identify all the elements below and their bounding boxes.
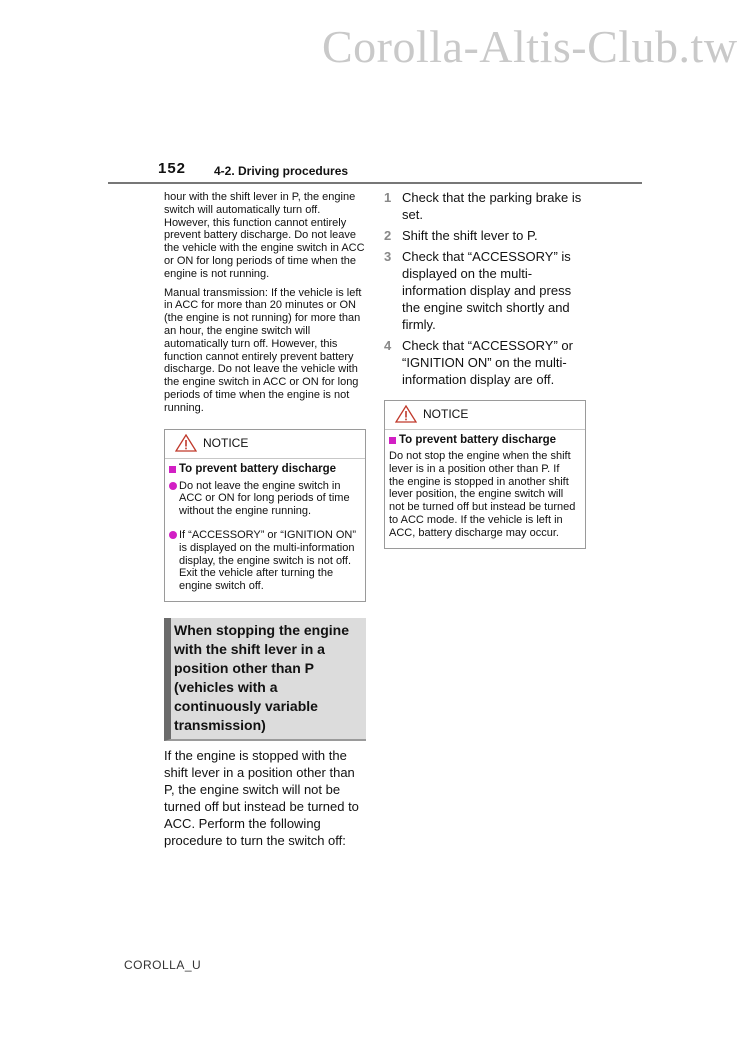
section-heading: When stopping the engine with the shift lever in a position other than P (vehicles with a continuously variable transmission) [164,618,366,741]
square-bullet-icon [169,466,176,473]
notice-box-left [164,429,366,602]
watermark: Corolla-Altis-Club.tw [322,21,738,72]
step-text: Check that “ACCESSORY” or “IGNITION ON” on the multi-information display are off. [402,338,573,387]
section-title: 4-2. Driving procedures [214,164,349,178]
step-item [384,248,586,333]
notice-bullet-text: If “ACCESSORY” or “IGNITION ON” is displayed on the multi-information display, the engine switch is not off. Exit the vehicle after turning the engine switch off. [179,528,357,593]
paragraph-cvt: hour with the shift lever in P, the engine switch will automatically turn off. However, this function cannot entirely prevent battery discharge. Do not leave the vehicle with the engine switch in ACC or ON for long periods of time when the engine is not running. [164,191,365,280]
round-bullet-icon [169,482,177,490]
notice-header [385,401,585,430]
notice-box-right [384,400,586,549]
notice-header [165,430,365,459]
warning-triangle-icon [395,405,417,423]
notice-bullet-text: Do not leave the engine switch in ACC or ON for long periods of time without the engine running. [179,479,350,518]
step-text: Check that “ACCESSORY” is displayed on the multi-information display and press the engine switch shortly and firmly. [402,249,572,332]
notice-subtitle [165,459,365,477]
left-column [164,191,366,849]
notice-text: Do not stop the engine when the shift lever is in a position other than P. If the engine is stopped in another shift lever position, the engine switch will not be turned off but instead be turned to ACC mode. If the vehicle is left in ACC, battery discharge may occur. [389,450,576,539]
notice-label: NOTICE [203,435,249,450]
step-text: Check that the parking brake is set. [402,190,582,222]
notice-label: NOTICE [423,407,469,421]
warning-triangle-icon [175,434,197,452]
notice-bullet [165,477,365,520]
step-item [384,189,586,223]
paragraph-manual: Manual transmission: If the vehicle is left in ACC for more than 20 minutes or ON (the engine is not running) for more than an hour, the engine switch will automatically turn off. However, this function cannot entirely prevent battery discharge. Do not leave the vehicle with the engine switch in ACC or ON for long periods of time when the engine is not running. [164,286,362,414]
step-number: 3 [384,249,392,264]
step-text: Shift the shift lever to P. [402,228,538,243]
footer-model-code: COROLLA_U [124,958,202,972]
notice-subtitle [385,430,585,448]
body-paragraph: If the engine is stopped with the shift lever in a position other than P, the engine switch will not be turned off but instead be turned to ACC. Perform the following procedure to turn the switch off: [164,747,359,848]
notice-subtitle-text: To prevent battery discharge [179,462,336,475]
right-column [384,189,586,549]
step-number: 1 [384,190,392,205]
square-bullet-icon [389,437,396,444]
header-rule [108,182,642,184]
step-item [384,227,586,244]
step-number: 4 [384,338,392,353]
notice-bullet [165,526,365,595]
step-item [384,337,586,388]
page-number: 152 [158,160,187,177]
round-bullet-icon [169,531,177,539]
notice-subtitle-text: To prevent battery discharge [399,434,556,446]
step-number: 2 [384,228,392,243]
